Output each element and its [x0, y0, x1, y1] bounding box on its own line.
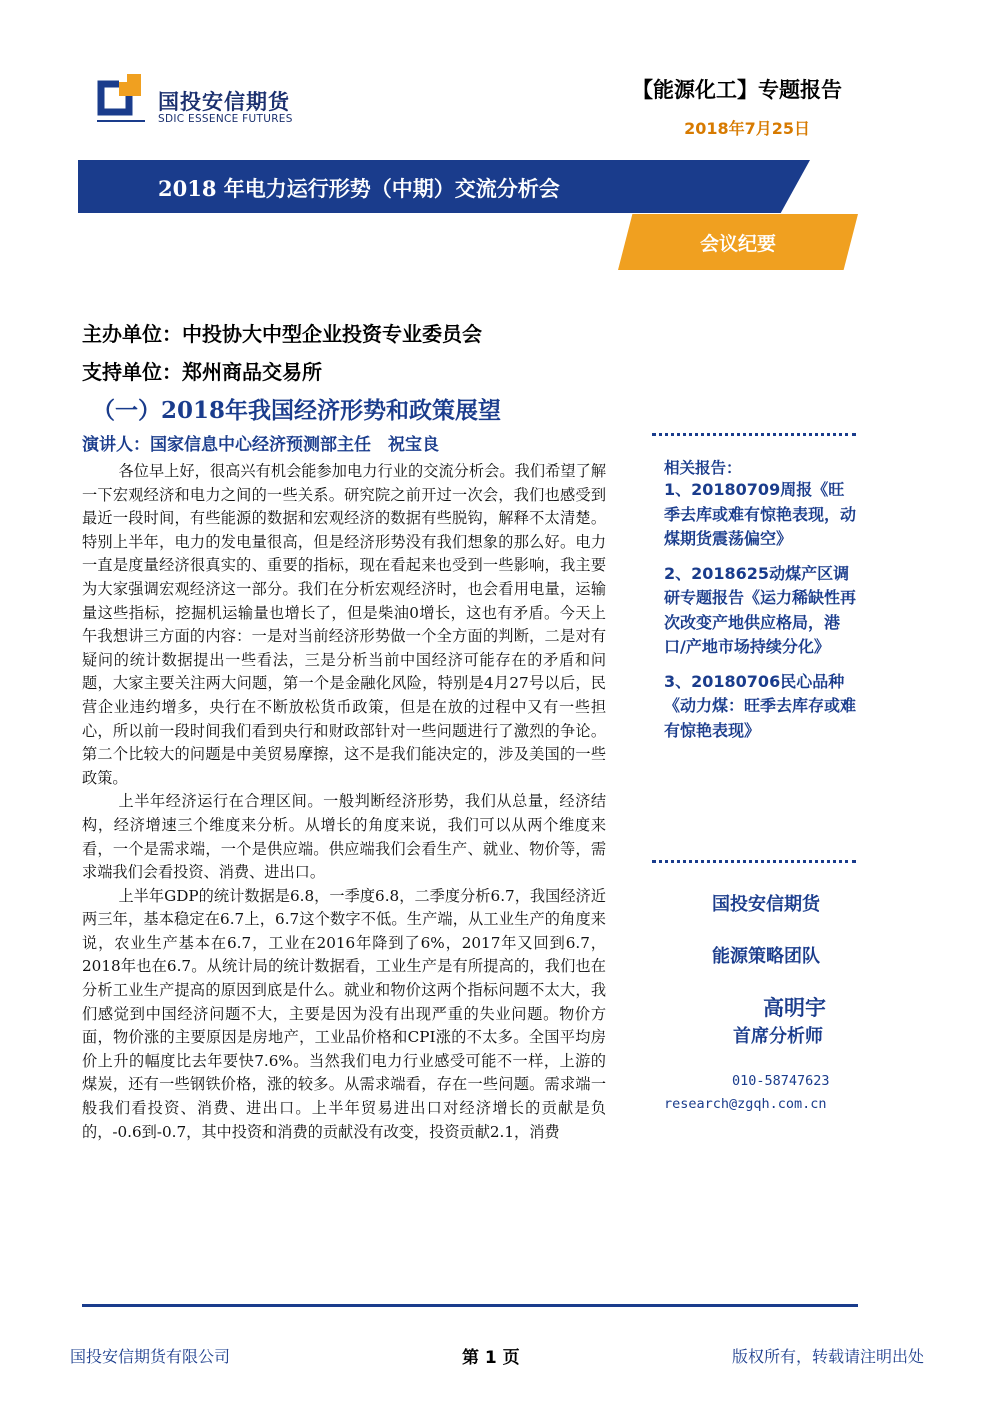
document-title: 2018 年电力运行形势（中期）交流分析会 [158, 176, 560, 201]
analyst-name: 高明宇 [763, 996, 826, 1020]
footer-company: 国投安信期货有限公司 [70, 1347, 231, 1366]
related-report-item[interactable]: 1、20180709周报《旺季去库或难有惊艳表现，动煤期货震荡偏空》 [664, 480, 857, 548]
section-title: （一）2018年我国经济形势和政策展望 [92, 397, 502, 424]
analyst-email[interactable]: research@zgqh.com.cn [664, 1096, 827, 1112]
footer-copyright: 版权所有，转载请注明出处 [731, 1347, 924, 1366]
paragraph: 上半年GDP的统计数据是6.8，一季度6.8，二季度分析6.7，我国经济近两三年，基本稳定在6.7上，6.7这个数字不低。生产端，从工业生产的角度来说，农业生产基本在6.7，工业在2016年降到了6%，2017年又回到6.7，2018年也在6.7。从统计局的统计数据看，工业生产是有所提高的，我们也在分析工业生产提高的原因到底是什么。就业和物价这两个指标问题不太大，我们感觉到中国经济问题不大，主要是因为没有出现严重的失业问题。物价方面，物价涨的主要原因是房地产，工业品价格和CPI涨的不太多。全国平均房价上升的幅度比去年要快7.6%。当然我们电力行业感受可能不一样，上游的煤炭，还有一些钢铁价格，涨的较多。从需求端看，存在一些问题。需求端一般我们看投资、消费、进出口。上半年贸易进出口对经济增长的贡献是负的，-0.6到-0.7，其中投资和消费的贡献没有改变，投资贡献2.1，消费 [82, 886, 606, 1141]
document-tag: 会议纪要 [699, 233, 776, 255]
paragraph: 上半年经济运行在合理区间。一般判断经济形势，我们从总量，经济结构，经济增速三个维度来分析。从增长的角度来说，我们可以从两个维度来看，一个是需求端，一个是供应端。供应端我们会看生产、就业、物价等，需求端我们会看投资、消费、进出口。 [82, 792, 606, 882]
organizer: 主办单位：中投协大中型企业投资专业委员会 [82, 322, 482, 346]
related-reports-title: 相关报告： [664, 459, 742, 477]
related-reports-list [664, 478, 860, 753]
report-date: 2018年7月25日 [684, 119, 810, 138]
logo-english-name: SDIC ESSENCE FUTURES [158, 113, 293, 125]
paragraph: 各位早上好，很高兴有机会能参加电力行业的交流分析会。我们希望了解一下宏观经济和电力之间的一些关系。研究院之前开过一次会，我们也感受到最近一段时间，有些能源的数据和宏观经济的数据有些脱钩，解释不太清楚。特别上半年，电力的发电量很高，但是经济形势没有我们想象的那么好。电力一直是度量经济很真实的、重要的指标，现在看起来也受到一些影响，我主要为大家强调宏观经济这一部分。我们在分析宏观经济时，也会看用电量，运输量这些指标，挖掘机运输量也增长了，但是柴油0增长，这也有矛盾。今天上午我想讲三方面的内容：一是对当前经济形势做一个全方面的判断，二是对有疑问的统计数据提出一些看法，三是分析当前中国经济可能存在的矛盾和问题，大家主要关注两大问题，第一个是金融化风险，特别是4月27号以后，民营企业违约增多，央行在不断放松货币政策，但是在放的过程中又有一些担心，所以前一段时间我们看到央行和财政部针对一些问题进行了激烈的争论。第二个比较大的问题是中美贸易摩擦，这不是我们能决定的，涉及美国的一些政策。 [82, 462, 606, 787]
sidebar-divider [652, 860, 856, 863]
sidebar-company: 国投安信期货 [712, 894, 820, 915]
body-text [82, 460, 606, 1272]
related-report-item[interactable]: 2、2018625动煤产区调研专题报告《运力稀缺性再次改变产地供应格局，港口/产地市场持续分化》 [664, 563, 857, 656]
logo-chinese-name: 国投安信期货 [158, 90, 290, 114]
company-logo-icon [97, 72, 145, 128]
footer-divider [82, 1304, 858, 1307]
analyst-phone: 010-58747623 [732, 1073, 830, 1089]
analyst-role: 首席分析师 [733, 1026, 823, 1047]
supporter: 支持单位：郑州商品交易所 [82, 360, 322, 384]
sidebar-team: 能源策略团队 [712, 946, 820, 967]
speaker: 演讲人：国家信息中心经济预测部主任 祝宝良 [82, 435, 439, 455]
sidebar-divider [652, 433, 856, 436]
related-report-item[interactable]: 3、20180706民心品种《动力煤：旺季去库存或难有惊艳表现》 [664, 671, 857, 740]
report-type: 【能源化工】专题报告 [632, 78, 842, 102]
page-number: 第 1 页 [462, 1348, 520, 1368]
